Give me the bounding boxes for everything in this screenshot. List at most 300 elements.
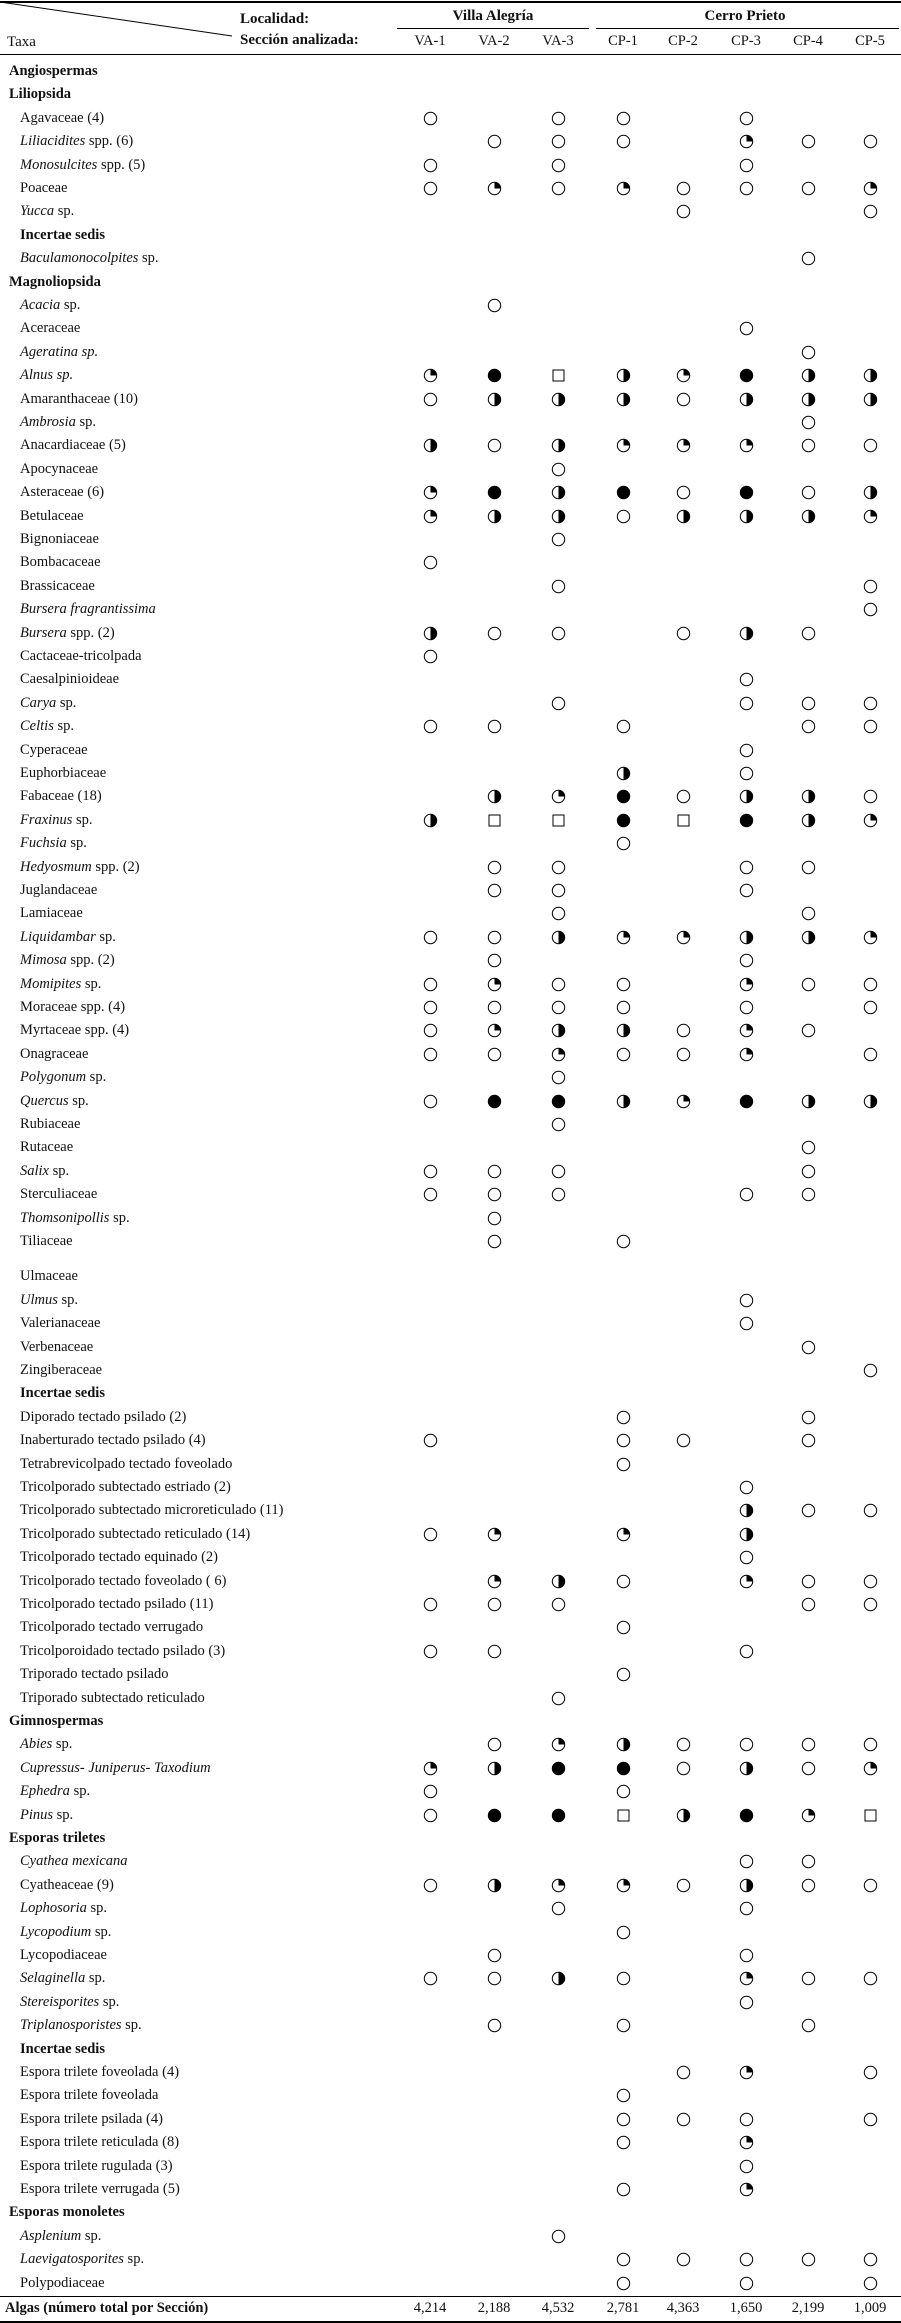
taxon-name: Juglandaceae [20,882,98,898]
open-circle-icon [863,1363,878,1378]
table-row [0,2014,901,2037]
quarter-circle-icon [863,181,878,196]
open-circle-icon [801,696,816,711]
open-circle-icon [801,1023,816,1038]
taxon-rest-part: sp. [86,1900,108,1917]
open-circle-icon [487,2018,502,2033]
taxon-name [20,1292,78,1309]
open-circle-icon [487,438,502,453]
open-circle-icon [487,860,502,875]
open-circle-icon [801,1140,816,1155]
open-circle-icon [676,181,691,196]
header-diagonal [0,2,240,40]
taxon-italic-part: Monosulcites [20,156,98,173]
table-row [0,856,901,879]
open-circle-icon [801,2018,816,2033]
taxon-name: Espora trilete foveolada (4) [20,2064,180,2080]
table-row [0,1850,901,1873]
table-row [0,505,901,528]
taxon-name [20,344,98,361]
section-heading-row [0,1710,901,1733]
taxon-rest-part: sp. [81,975,102,992]
open-circle-icon [676,1761,691,1776]
table-row [0,926,901,949]
taxon-italic-part: Ageratina sp. [20,343,99,360]
table-row [0,2108,901,2131]
half-circle-icon [551,1023,566,1038]
section-label: Incertae sedis [20,226,105,243]
taxon-italic-part: Cupressus- Juniperus- Taxodium [20,1759,211,1776]
open-circle-icon [801,485,816,500]
open-circle-icon [423,649,438,664]
seccion-label: Sección analizada: [240,32,359,48]
taxon-name: Espora trilete verrugada (5) [20,2181,180,2197]
open-circle-icon [551,977,566,992]
section-label: Liliopsida [9,86,72,103]
filled-circle-icon [487,1808,502,1823]
open-circle-icon [551,2229,566,2244]
table-row [0,1160,901,1183]
table-row [0,715,901,738]
taxon-name: Myrtaceae spp. (4) [20,1022,130,1039]
taxon-italic-part: Triplanosporistes [20,2017,122,2034]
open-circle-icon [616,111,631,126]
quarter-circle-icon [739,2135,754,2150]
half-circle-icon [801,1094,816,1109]
open-circle-icon [423,111,438,126]
open-circle-icon [616,1784,631,1799]
section-label: Gimnospermas [9,1713,104,1729]
open-circle-icon [423,555,438,570]
villa-alegria-underline [397,28,589,29]
taxon-name: Cyatheaceae (9) [20,1876,114,1893]
open-circle-icon [801,1503,816,1518]
table-row [0,1663,901,1686]
half-circle-icon [616,1094,631,1109]
section-label: Esporas triletes [9,1830,106,1846]
table-row [0,1593,901,1616]
open-circle-icon [487,298,502,313]
taxon-rest-part: sp. [109,1209,130,1226]
open-circle-icon [423,977,438,992]
taxon-rest-part: spp. (2) [91,858,140,875]
half-circle-icon [801,509,816,524]
open-circle-icon [739,2159,754,2174]
open-circle-icon [551,181,566,196]
taxon-rest-part: sp. [54,203,75,220]
open-circle-icon [423,1047,438,1062]
taxon-name [20,1783,90,1800]
open-circle-icon [739,953,754,968]
half-circle-icon [616,1737,631,1752]
taxon-name [20,2228,101,2245]
half-circle-icon [739,1527,754,1542]
open-circle-icon [551,1164,566,1179]
section-heading-row [0,60,901,83]
locality-cerro-prieto: Cerro Prieto [704,8,786,24]
taxon-name: Euphorbiaceae [20,765,107,781]
quarter-circle-icon [487,1023,502,1038]
table-row [0,481,901,504]
open-circle-icon [551,158,566,173]
half-circle-icon [863,485,878,500]
open-circle-icon [863,579,878,594]
table-row [0,317,901,340]
half-circle-icon [487,392,502,407]
taxa-label: Taxa [7,34,36,50]
taxon-name [20,157,145,174]
open-circle-icon [739,1316,754,1331]
taxon-name [20,601,156,618]
open-circle-icon [487,1234,502,1249]
open-circle-icon [676,1047,691,1062]
quarter-circle-icon [739,1047,754,1062]
taxon-name [20,976,101,993]
table-row [0,364,901,387]
table-row [0,388,901,411]
table-row [0,1359,901,1382]
taxon-italic-part: Carya [20,694,57,711]
open-circle-icon [551,462,566,477]
open-circle-icon [863,977,878,992]
table-row [0,1757,901,1780]
half-circle-icon [616,1023,631,1038]
quarter-circle-icon [739,1971,754,1986]
open-circle-icon [551,1187,566,1202]
taxon-italic-part: Ambrosia [20,414,76,430]
taxon-name [20,2017,142,2034]
open-circle-icon [739,883,754,898]
taxon-name: Cactaceae-tricolpada [20,648,142,664]
open-circle-icon [487,1000,502,1015]
open-circle-icon [739,766,754,781]
quarter-circle-icon [616,438,631,453]
taxon-name [20,1900,107,1917]
open-circle-icon [551,626,566,641]
open-circle-icon [801,1187,816,1202]
open-circle-icon [801,1597,816,1612]
half-circle-icon [739,626,754,641]
half-circle-icon [739,509,754,524]
open-circle-icon [676,2112,691,2127]
open-circle-icon [616,719,631,734]
taxon-name [20,1760,211,1777]
half-circle-icon [551,438,566,453]
table-row [0,1991,901,2014]
open-circle-icon [801,860,816,875]
open-circle-icon [676,204,691,219]
filled-circle-icon [739,485,754,500]
open-circle-icon [423,1094,438,1109]
table-row [0,1406,901,1429]
open-circle-icon [676,392,691,407]
taxon-italic-part: Celtis [20,718,54,735]
table-row [0,1523,901,1546]
half-circle-icon [739,1503,754,1518]
taxon-name [20,1924,111,1941]
taxon-rest-part: sp. [69,1783,91,1800]
section-label: Angiospermas [9,63,98,79]
taxon-name: Espora trilete psilada (4) [20,2110,163,2127]
open-circle-icon [487,134,502,149]
taxon-rest-part: sp. [57,1291,79,1308]
section-label: Incertae sedis [20,1385,105,1402]
open-circle-icon [676,2252,691,2267]
table-row [0,598,901,621]
quarter-circle-icon [551,1047,566,1062]
taxon-name [20,718,74,735]
totals-row [0,2297,901,2320]
open-circle-icon [551,860,566,875]
quarter-circle-icon [551,1878,566,1893]
taxon-rest-part: sp. [68,1092,89,1109]
taxon-name: Rubiaceae [20,1116,81,1132]
table-row [0,1289,901,1312]
taxon-italic-part: Asplenium [20,2227,82,2244]
taxon-name: Tricolporado tectado psilado (11) [20,1596,214,1612]
table-row [0,294,901,317]
open-circle-icon [616,2135,631,2150]
quarter-circle-icon [676,1094,691,1109]
open-circle-icon [551,1117,566,1132]
taxon-rest-part: spp. (2) [66,952,115,969]
taxon-rest-part: sp. [81,2227,102,2244]
open-circle-icon [423,930,438,945]
taxon-name: Tricolporado tectado verrugado [20,1619,204,1636]
open-circle-icon [676,626,691,641]
quarter-circle-icon [739,977,754,992]
open-circle-icon [676,485,691,500]
table-row [0,551,901,574]
filled-circle-icon [616,813,631,828]
table-row [0,1336,901,1359]
table-row [0,1183,901,1206]
filled-circle-icon [487,485,502,500]
column-header-cp-2: CP-2 [668,33,698,49]
half-circle-icon [676,509,691,524]
half-circle-icon [739,789,754,804]
taxon-italic-part: Baculamonocolpites [20,250,139,267]
table-row [0,2084,901,2107]
table-row [0,2272,901,2295]
open-circle-icon [616,836,631,851]
table-row [0,1967,901,1990]
total-cp-1: 2,781 [606,2300,640,2316]
open-circle-icon [739,1480,754,1495]
quarter-circle-icon [676,438,691,453]
taxon-name: Tricolporoidado tectado psilado (3) [20,1642,226,1659]
filled-circle-icon [616,485,631,500]
open-circle-icon [863,1597,878,1612]
open-circle-icon [801,438,816,453]
table-row [0,1113,901,1136]
half-circle-icon [616,368,631,383]
section-heading-row [0,2201,901,2224]
open-circle-icon [487,1948,502,1963]
taxon-name: Apocynaceae [20,460,99,477]
table-row [0,622,901,645]
taxon-italic-part: Lycopodium [20,1923,92,1940]
half-circle-icon [487,1878,502,1893]
open-circle-icon [863,2112,878,2127]
open-circle-icon [616,2276,631,2291]
table-row [0,200,901,223]
taxon-name [20,367,73,384]
table-row [0,762,901,785]
open-circle-icon [616,2112,631,2127]
quarter-circle-icon [863,1761,878,1776]
totals-label: Algas (número total por Sección) [5,2300,209,2316]
taxon-italic-part: Acacia [20,297,61,313]
quarter-circle-icon [616,181,631,196]
open-circle-icon [616,1234,631,1249]
open-circle-icon [863,1503,878,1518]
taxon-rest-part: spp. (2) [66,624,115,641]
table-row [0,1570,901,1593]
quarter-circle-icon [739,438,754,453]
taxon-name: Polypodiaceae [20,2274,105,2291]
subsection-heading-row [0,2038,901,2061]
open-circle-icon [801,1761,816,1776]
filled-circle-icon [616,789,631,804]
table-row [0,668,901,691]
quarter-circle-icon [863,930,878,945]
open-square-icon [551,368,566,383]
open-circle-icon [801,1854,816,1869]
table-row [0,1640,901,1663]
section-label: Esporas monoletes [9,2204,125,2221]
taxon-name: Fabaceae (18) [20,788,102,805]
open-circle-icon [423,158,438,173]
column-header-cp-1: CP-1 [608,33,638,49]
taxon-rest-part: sp. [123,2251,145,2268]
taxon-name [20,929,116,946]
taxon-italic-part: Ephedra [20,1783,70,1800]
taxon-italic-part: Laevigatosporites [20,2251,124,2268]
open-circle-icon [863,696,878,711]
filled-circle-icon [739,813,754,828]
open-circle-icon [487,930,502,945]
taxon-name: Rutaceae [20,1139,74,1156]
localidad-label: Localidad: [240,11,310,27]
taxon-name [20,414,96,431]
table-row [0,1312,901,1335]
taxon-name: Moraceae spp. (4) [20,999,126,1015]
taxon-name: Cyperaceae [20,741,88,758]
open-circle-icon [863,1574,878,1589]
column-header-cp-4: CP-4 [793,33,823,49]
half-circle-icon [551,509,566,524]
taxon-italic-part: Momipites [20,975,82,992]
open-circle-icon [551,111,566,126]
quarter-circle-icon [551,1737,566,1752]
total-va-2: 2,188 [477,2300,511,2316]
taxon-italic-part: Polygonum [20,1069,87,1086]
open-circle-icon [739,743,754,758]
table-row [0,2061,901,2084]
taxon-name: Onagraceae [20,1045,89,1062]
section-label: Incertae sedis [20,2040,105,2057]
half-circle-icon [551,485,566,500]
table-row [0,879,901,902]
half-circle-icon [863,1094,878,1109]
total-cp-4: 2,199 [791,2300,825,2316]
quarter-circle-icon [487,977,502,992]
section-heading-row [0,83,901,106]
taxon-name [20,1093,89,1110]
open-circle-icon [423,1433,438,1448]
open-circle-icon [487,626,502,641]
table-row [0,1265,901,1288]
open-circle-icon [616,1667,631,1682]
open-circle-icon [801,626,816,641]
taxon-name: Inaberturado tectado psilado (4) [20,1432,206,1449]
table-row [0,1476,901,1499]
taxon-rest-part: sp. [53,1806,74,1823]
taxon-italic-part: Yucca [20,203,55,220]
open-circle-icon [616,2088,631,2103]
open-circle-icon [801,1878,816,1893]
taxon-name [20,1994,119,2011]
open-circle-icon [616,2182,631,2197]
open-circle-icon [801,1410,816,1425]
open-circle-icon [423,1971,438,1986]
open-circle-icon [487,1971,502,1986]
taxon-italic-part: Liliacidites [20,133,86,150]
open-circle-icon [616,1433,631,1448]
open-circle-icon [863,2065,878,2080]
table-row [0,1499,901,1522]
half-circle-icon [801,789,816,804]
open-circle-icon [616,1574,631,1589]
table-row [0,1066,901,1089]
open-circle-icon [863,1047,878,1062]
taxon-name: Tricolporado tectado foveolado ( 6) [20,1572,227,1589]
table-row [0,785,901,808]
open-circle-icon [551,532,566,547]
taxon-rest-part: sp. [66,835,87,852]
open-circle-icon [676,789,691,804]
open-circle-icon [739,2276,754,2291]
table-row [0,411,901,434]
open-circle-icon [551,1000,566,1015]
table-row [0,739,901,762]
taxon-name: Lamiaceae [20,905,83,922]
open-circle-icon [739,1948,754,1963]
taxon-italic-part: Liquidambar [20,928,96,945]
taxon-italic-part: Abies [20,1736,53,1753]
taxon-name: Tetrabrevicolpado tectado foveolado [20,1455,233,1472]
total-cp-5: 1,009 [853,2300,887,2316]
quarter-circle-icon [423,368,438,383]
taxon-name: Tricolporado tectado equinado (2) [20,1549,218,1566]
taxon-rest-part: sp. [60,297,81,313]
open-circle-icon [616,977,631,992]
filled-circle-icon [739,1808,754,1823]
open-circle-icon [423,1597,438,1612]
taxon-name [20,1736,72,1753]
open-circle-icon [863,789,878,804]
table-row [0,1429,901,1452]
half-circle-icon [423,626,438,641]
open-circle-icon [551,579,566,594]
open-circle-icon [801,251,816,266]
open-circle-icon [739,111,754,126]
taxon-name: Espora trilete reticulada (8) [20,2134,180,2151]
taxon-name [20,133,133,150]
open-circle-icon [551,134,566,149]
taxon-name: Espora trilete foveolada [20,2087,159,2104]
